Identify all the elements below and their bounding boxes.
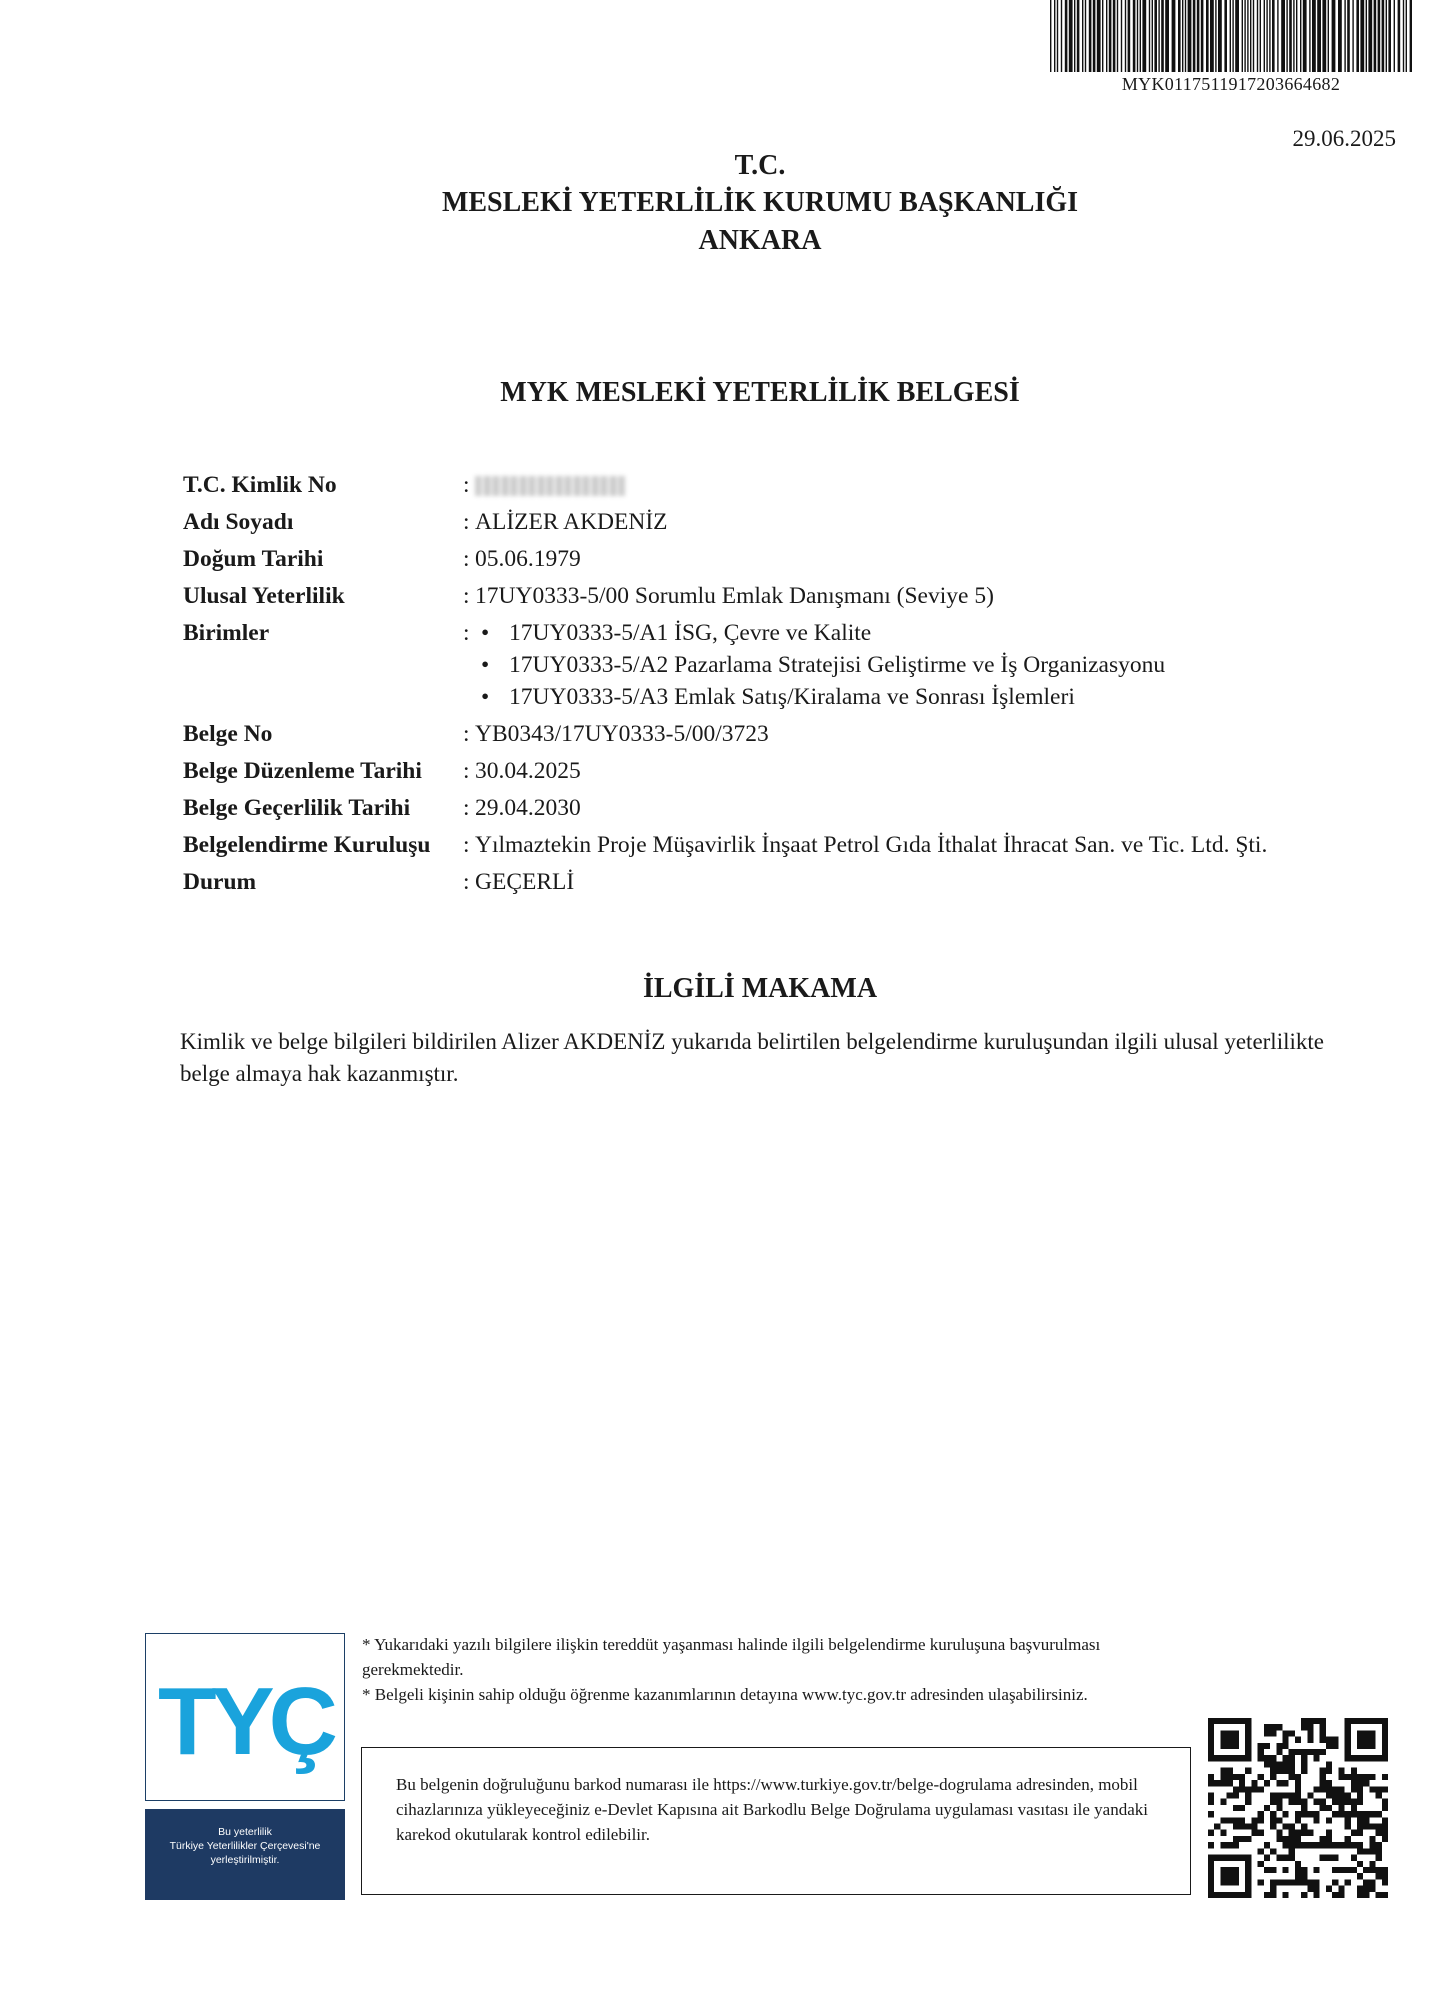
tyc-caption-line: Bu yeterlilik: [218, 1826, 272, 1838]
header-institution: MESLEKİ YETERLİLİK KURUMU BAŞKANLIĞI: [441, 187, 1079, 218]
field-birimler: [183, 620, 1267, 721]
tyc-caption-line: Türkiye Yeterlilikler Çerçevesi'ne: [169, 1840, 321, 1852]
field-dogum-tarihi: [183, 546, 1267, 583]
tyc-logo: [145, 1633, 345, 1900]
field-label: Belge Düzenleme Tarihi: [183, 758, 422, 784]
tyc-logo-graphic: [146, 1634, 344, 1800]
tyc-logo-mark: [145, 1633, 345, 1801]
field-separator: :: [463, 620, 470, 646]
barcode-number: MYK0117511917203664682: [1121, 74, 1341, 94]
field-separator: :: [463, 869, 470, 895]
field-value: 30.04.2025: [475, 758, 581, 784]
tyc-caption: [145, 1809, 345, 1900]
footer-note: * Yukarıdaki yazılı bilgilere ilişkin tereddüt yaşanması halinde ilgili belgelendirme kuruluşuna başvurulması gerekmektedir.: [362, 1635, 1101, 1679]
field-separator: :: [463, 583, 470, 609]
field-separator: :: [463, 509, 470, 535]
field-gecerlilik-tarihi: [183, 795, 1267, 832]
field-separator: :: [463, 472, 470, 498]
qr-code: [1208, 1718, 1388, 1898]
footer-notes: [362, 1632, 1152, 1707]
document-title: MYK MESLEKİ YETERLİLİK BELGESİ: [500, 377, 1020, 408]
field-label: Belge No: [183, 721, 273, 747]
footer-note: * Belgeli kişinin sahip olduğu öğrenme kazanımlarının detayına www.tyc.gov.tr adresinden ulaşabilirsiniz.: [362, 1685, 1088, 1704]
tyc-caption-line: yerleştirilmiştir.: [210, 1854, 280, 1866]
field-value: YB0343/17UY0333-5/00/3723: [475, 721, 769, 747]
field-value: 17UY0333-5/00 Sorumlu Emlak Danışmanı (Seviye 5): [475, 583, 994, 609]
header-tc: T.C.: [734, 150, 786, 181]
field-tc-kimlik: [183, 472, 1267, 509]
list-item: • 17UY0333-5/A1 İSG, Çevre ve Kalite: [475, 620, 1165, 652]
field-belgelendirme-kurulusu: [183, 832, 1267, 869]
field-label: Adı Soyadı: [183, 509, 294, 535]
field-belge-no: [183, 721, 1267, 758]
list-item: • 17UY0333-5/A3 Emlak Satış/Kiralama ve Sonrası İşlemleri: [475, 684, 1165, 716]
field-value: 29.04.2030: [475, 795, 581, 821]
ilgili-makama-body: Kimlik ve belge bilgileri bildirilen Alizer AKDENİZ yukarıda belirtilen belgelendirme kuruluşundan ilgili ulusal yeterlilikte belge almaya hak kazanmıştır.: [180, 1029, 1324, 1086]
field-separator: :: [463, 546, 470, 572]
certificate-fields: [183, 472, 1267, 906]
field-separator: :: [463, 758, 470, 784]
tc-kimlik-redacted: [475, 472, 625, 503]
field-label: T.C. Kimlik No: [183, 472, 337, 498]
field-label: Birimler: [183, 620, 270, 646]
field-label: Doğum Tarihi: [183, 546, 324, 572]
header-city: ANKARA: [698, 225, 822, 256]
issue-date: 29.06.2025: [1292, 126, 1396, 151]
verification-text: Bu belgenin doğruluğunu barkod numarası ile https://www.turkiye.gov.tr/belge-dogrulama adresinden, mobil cihazlarınıza yükleyeceğiniz e-Devlet Kapısına ait Barkodlu Belge Doğrulama uygulaması vasıtası ile yandaki karekod okutularak kontrol edilebilir.: [396, 1775, 1148, 1844]
field-value: ALİZER AKDENİZ: [475, 509, 668, 535]
field-separator: :: [463, 795, 470, 821]
field-label: Durum: [183, 869, 257, 895]
ilgili-makama-title: İLGİLİ MAKAMA: [642, 973, 878, 1004]
list-item: • 17UY0333-5/A2 Pazarlama Stratejisi Geliştirme ve İş Organizasyonu: [475, 652, 1165, 684]
status-value: GEÇERLİ: [475, 869, 575, 895]
field-duzenleme-tarihi: [183, 758, 1267, 795]
field-ad-soyad: [183, 509, 1267, 546]
field-ulusal-yeterlilik: [183, 583, 1267, 620]
tyc-logo-text: TYÇ: [158, 1668, 332, 1775]
field-separator: :: [463, 832, 470, 858]
field-separator: :: [463, 721, 470, 747]
field-label: Ulusal Yeterlilik: [183, 583, 345, 609]
field-value: Yılmaztekin Proje Müşavirlik İnşaat Petrol Gıda İthalat İhracat San. ve Tic. Ltd. Şti.: [475, 832, 1268, 858]
field-value: 05.06.1979: [475, 546, 581, 572]
field-label: Belge Geçerlilik Tarihi: [183, 795, 411, 821]
field-durum: [183, 869, 1267, 906]
barcode: [1050, 0, 1412, 72]
field-label: Belgelendirme Kuruluşu: [183, 832, 431, 858]
birimler-list: [475, 620, 1165, 716]
